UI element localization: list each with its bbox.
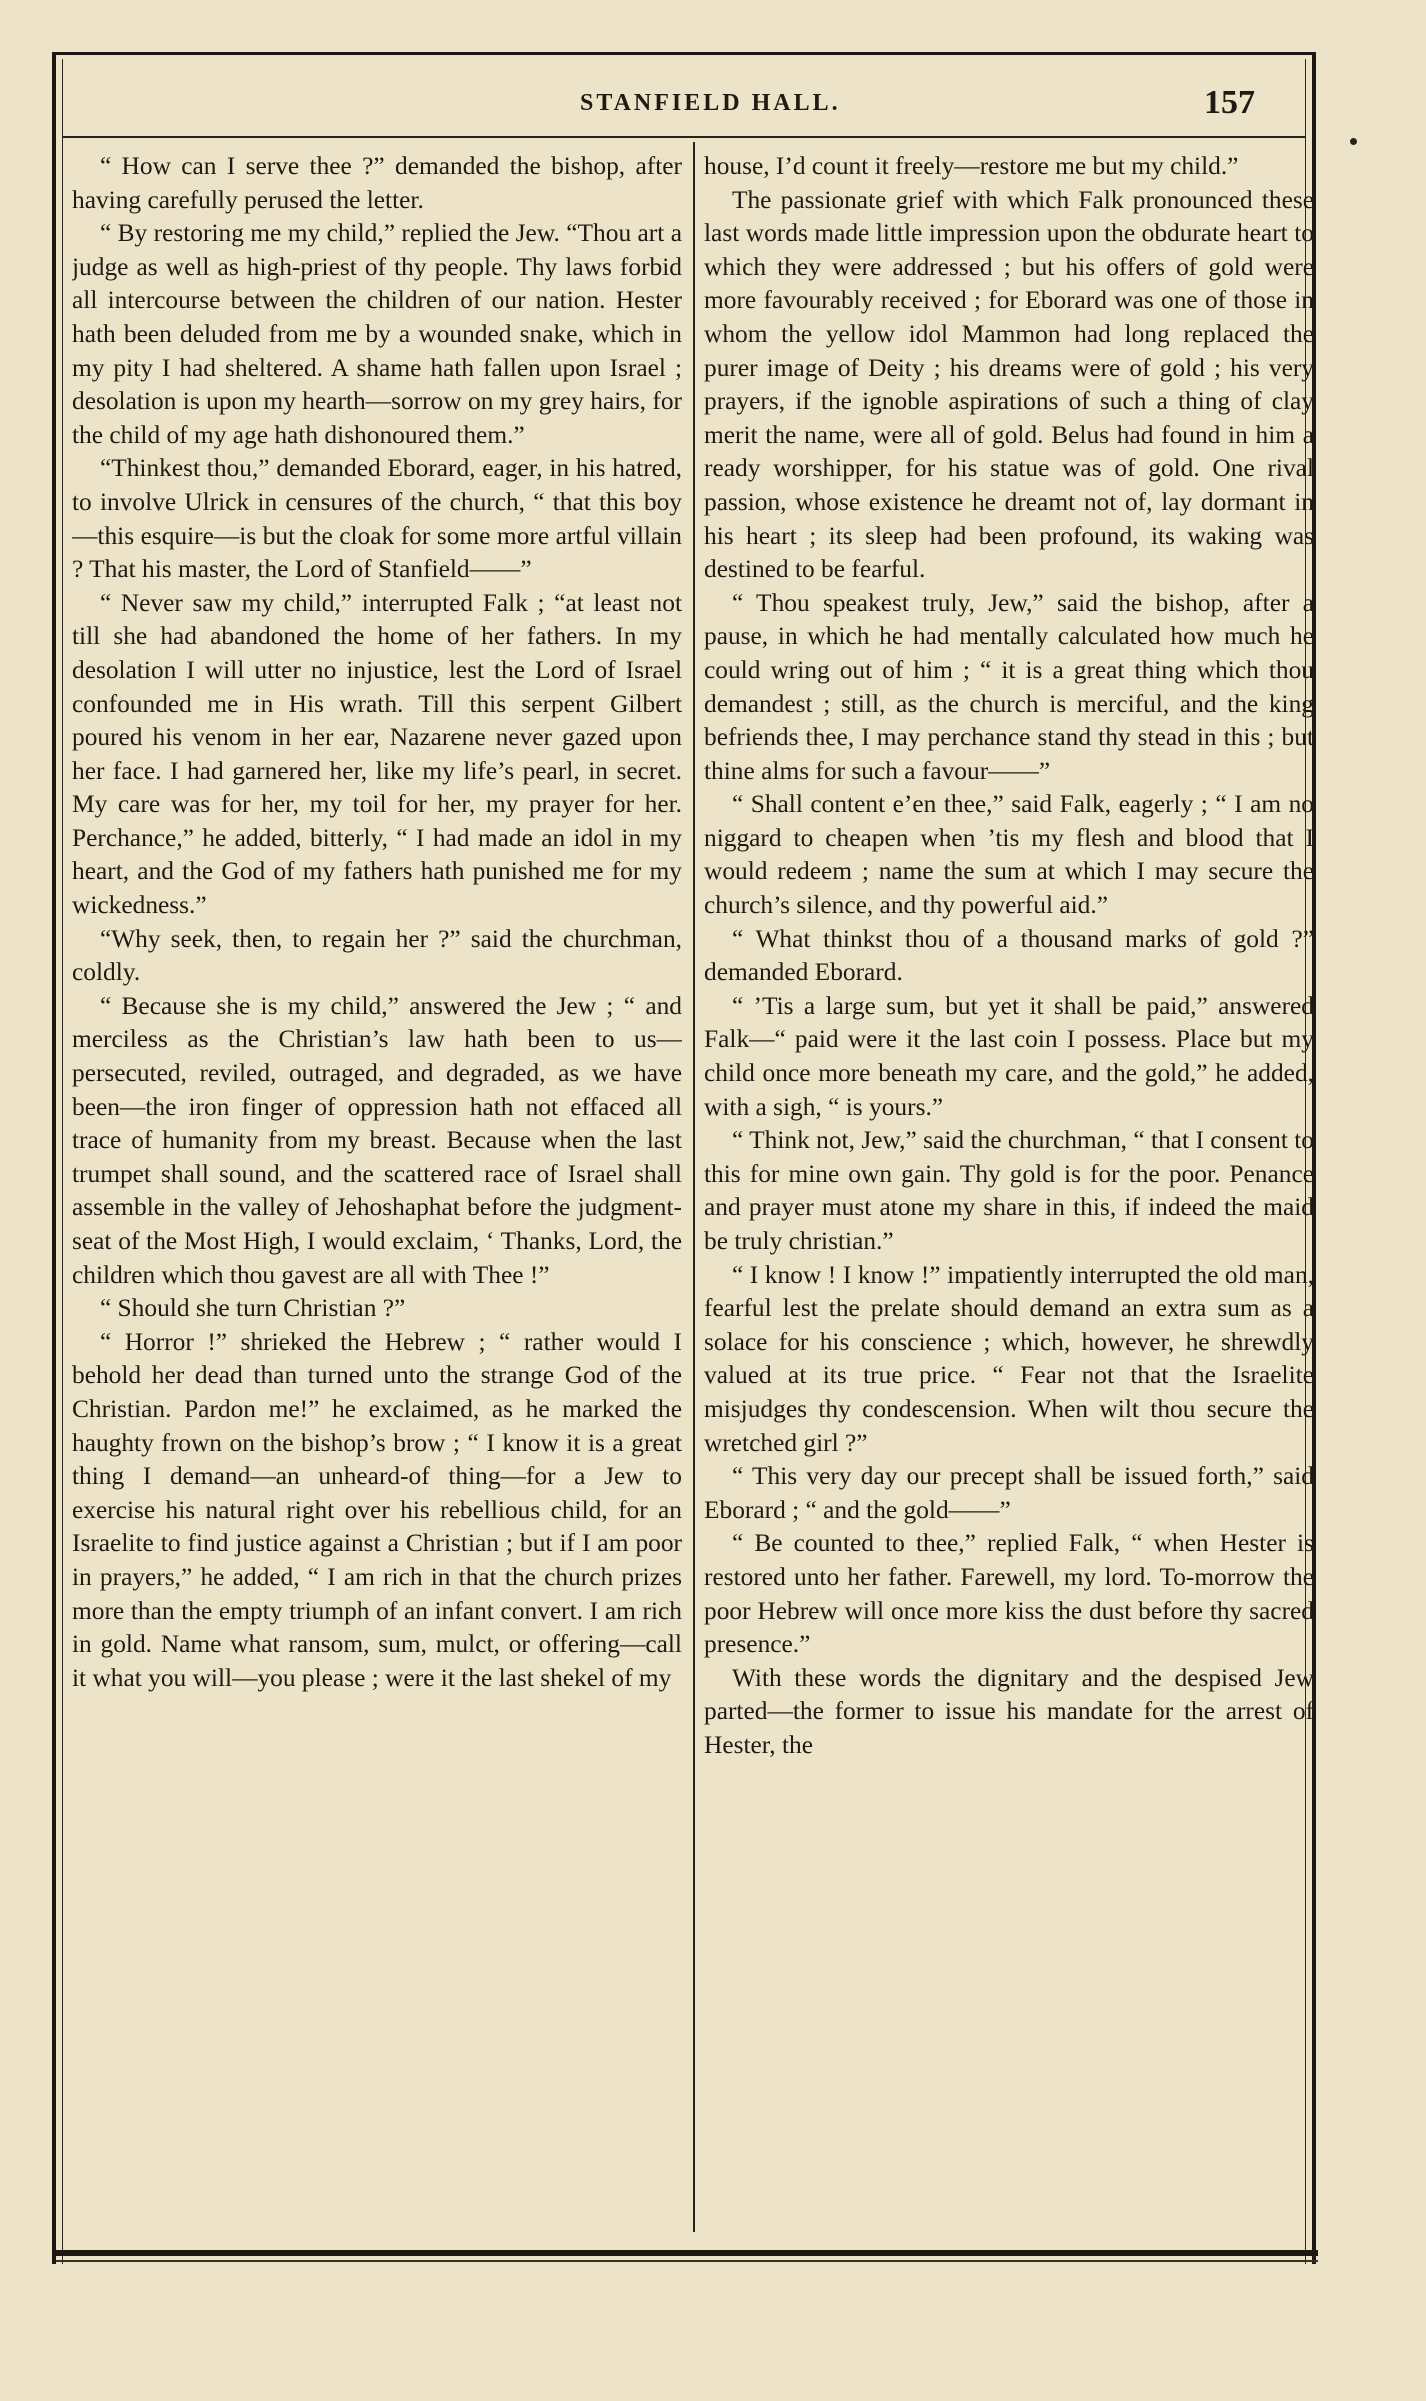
paragraph-continued: house, I’d count it freely—restore me but my child.” [704, 152, 1239, 180]
paragraph: “ This very day our precept shall be issued forth,” said Eborard ; “ and the gold——” [704, 1462, 1314, 1524]
paragraph: “ Because she is my child,” answered the Jew ; “ and merciless as the Christian’s law hath been to us—persecuted, reviled, outraged, and degraded, as we have been—the iron finger of oppression hath not effaced all trace of humanity from my breast. Because when the last trumpet shall sound, and the scattered race of Israel shall assemble in the valley of Jehoshaphat before the judgment-seat of the Most High, I would exclaim, ‘ Thanks, Lord, the children which thou gavest are all with Thee !” [72, 991, 682, 1289]
paragraph: “ Shall content e’en thee,” said Falk, eagerly ; “ I am no niggard to cheapen when ’tis my flesh and blood that I would redeem ; name the sum at which I may secure the church’s silence, and thy powerful aid.” [704, 790, 1314, 920]
paragraph: “Why seek, then, to regain her ?” said the churchman, coldly. [72, 924, 682, 987]
header-rule [62, 136, 1306, 138]
paragraph: “ Should she turn Christian ?” [99, 1294, 406, 1323]
paragraph: The passionate grief with which Falk pronounced these last words made little impression upon the obdurate heart to which they were addressed ; but his offers of gold were more favourably received ; for Eborard was one of those in whom the yellow idol Mammon had long replaced the purer image of Deity ; his dreams were of gold ; his very prayers, if the ignoble aspirations of such a thing of clay merit the name, were all of gold. Belus had found in him a ready worshipper, for his statue was of gold. One rival passion, whose existence he dreamt not of, lay dormant in his heart ; its sleep had been profound, its waking was destined to be fearful. [704, 185, 1314, 584]
left-column [72, 150, 682, 2240]
column-divider [693, 142, 695, 2232]
paragraph: “ Think not, Jew,” said the churchman, “ that I consent to this for mine own gain. Thy gold is for the poor. Penance and prayer must atone my share in this, if indeed the maid be truly christian.” [704, 1126, 1314, 1255]
footer-rule [56, 2250, 1318, 2256]
paragraph: “Thinkest thou,” demanded Eborard, eager, in his hatred, to involve Ulrick in censures of the church, “ that this boy—this esquire—is but the cloak for some more artful villain ? That his master, the Lord of Stanfield——” [72, 454, 682, 584]
paragraph: “ Be counted to thee,” replied Falk, “ when Hester is restored unto her father. Farewell, my lord. To-morrow the poor Hebrew will once more kiss the dust before thy sacred presence.” [704, 1529, 1314, 1659]
paragraph: “ How can I serve thee ?” demanded the bishop, after having carefully perused the letter. [72, 152, 682, 214]
paragraph: “ By restoring me my child,” replied the Jew. “Thou art a judge as well as high-priest of thy people. Thy laws forbid all intercourse between the children of our nation. Hester hath been deluded from me by a wounded snake, which in my pity I had sheltered. A shame hath fallen upon Israel ; desolation is upon my hearth—sorrow on my grey hairs, for the child of my age hath dishonoured them.” [72, 219, 682, 449]
running-title: STANFIELD HALL. [580, 90, 841, 116]
paragraph: “ Thou speakest truly, Jew,” said the bishop, after a pause, in which he had mentally calculated how much he could wring out of him ; “ it is a great thing which thou demandest ; still, as the church is merciful, and the king befriends thee, I may perchance stand thy stead in this ; but thine alms for such a favour——” [704, 588, 1314, 785]
paragraph: With these words the dignitary and the despised Jew parted—the former to issue his mandate for the arrest of Hester, the [704, 1663, 1314, 1759]
margin-ink-spot [1350, 138, 1357, 145]
page-number: 157 [1204, 84, 1255, 121]
paragraph: “ Never saw my child,” interrupted Falk ; “at least not till she had abandoned the home of her fathers. In my desolation I will utter no injustice, lest the Lord of Israel confounded me in His wrath. Till this serpent Gilbert poured his venom in her ear, Nazarene never gazed upon her face. I had garnered her, like my life’s pearl, in secret. My care was for her, my toil for her, my prayer for her. Perchance,” he added, bitterly, “ I had made an idol in my heart, and the God of my fathers hath punished me for my wickedness.” [72, 588, 682, 920]
right-column [704, 150, 1314, 2240]
paragraph: “ I know ! I know !” impatiently interrupted the old man, fearful lest the prelate should demand an extra sum as a solace for his conscience ; which, however, he shrewdly valued at its true price. “ Fear not that the Israelite misjudges thy condescension. When wilt thou secure the wretched girl ?” [704, 1260, 1314, 1457]
paragraph: “ Horror !” shrieked the Hebrew ; “ rather would I behold her dead than turned unto the strange God of the Christian. Pardon me!” he exclaimed, as he marked the haughty frown on the bishop’s brow ; “ I know it is a great thing I demand—an unheard-of thing—for a Jew to exercise his natural right over his rebellious child, for an Israelite to find justice against a Christian ; but if I am poor in prayers,” he added, “ I am rich in that the church prizes more than the empty triumph of an infant convert. I am rich in gold. Name what ransom, sum, mulct, or offering—call it what you will—you please ; were it the last shekel of my [72, 1327, 682, 1692]
paragraph: “ ’Tis a large sum, but yet it shall be paid,” answered Falk—“ paid were it the last coin I possess. Place but my child once more beneath my care, and the gold,” he added, with a sigh, “ is yours.” [704, 991, 1314, 1121]
paragraph: “ What thinkst thou of a thousand marks of gold ?” demanded Eborard. [704, 924, 1314, 987]
